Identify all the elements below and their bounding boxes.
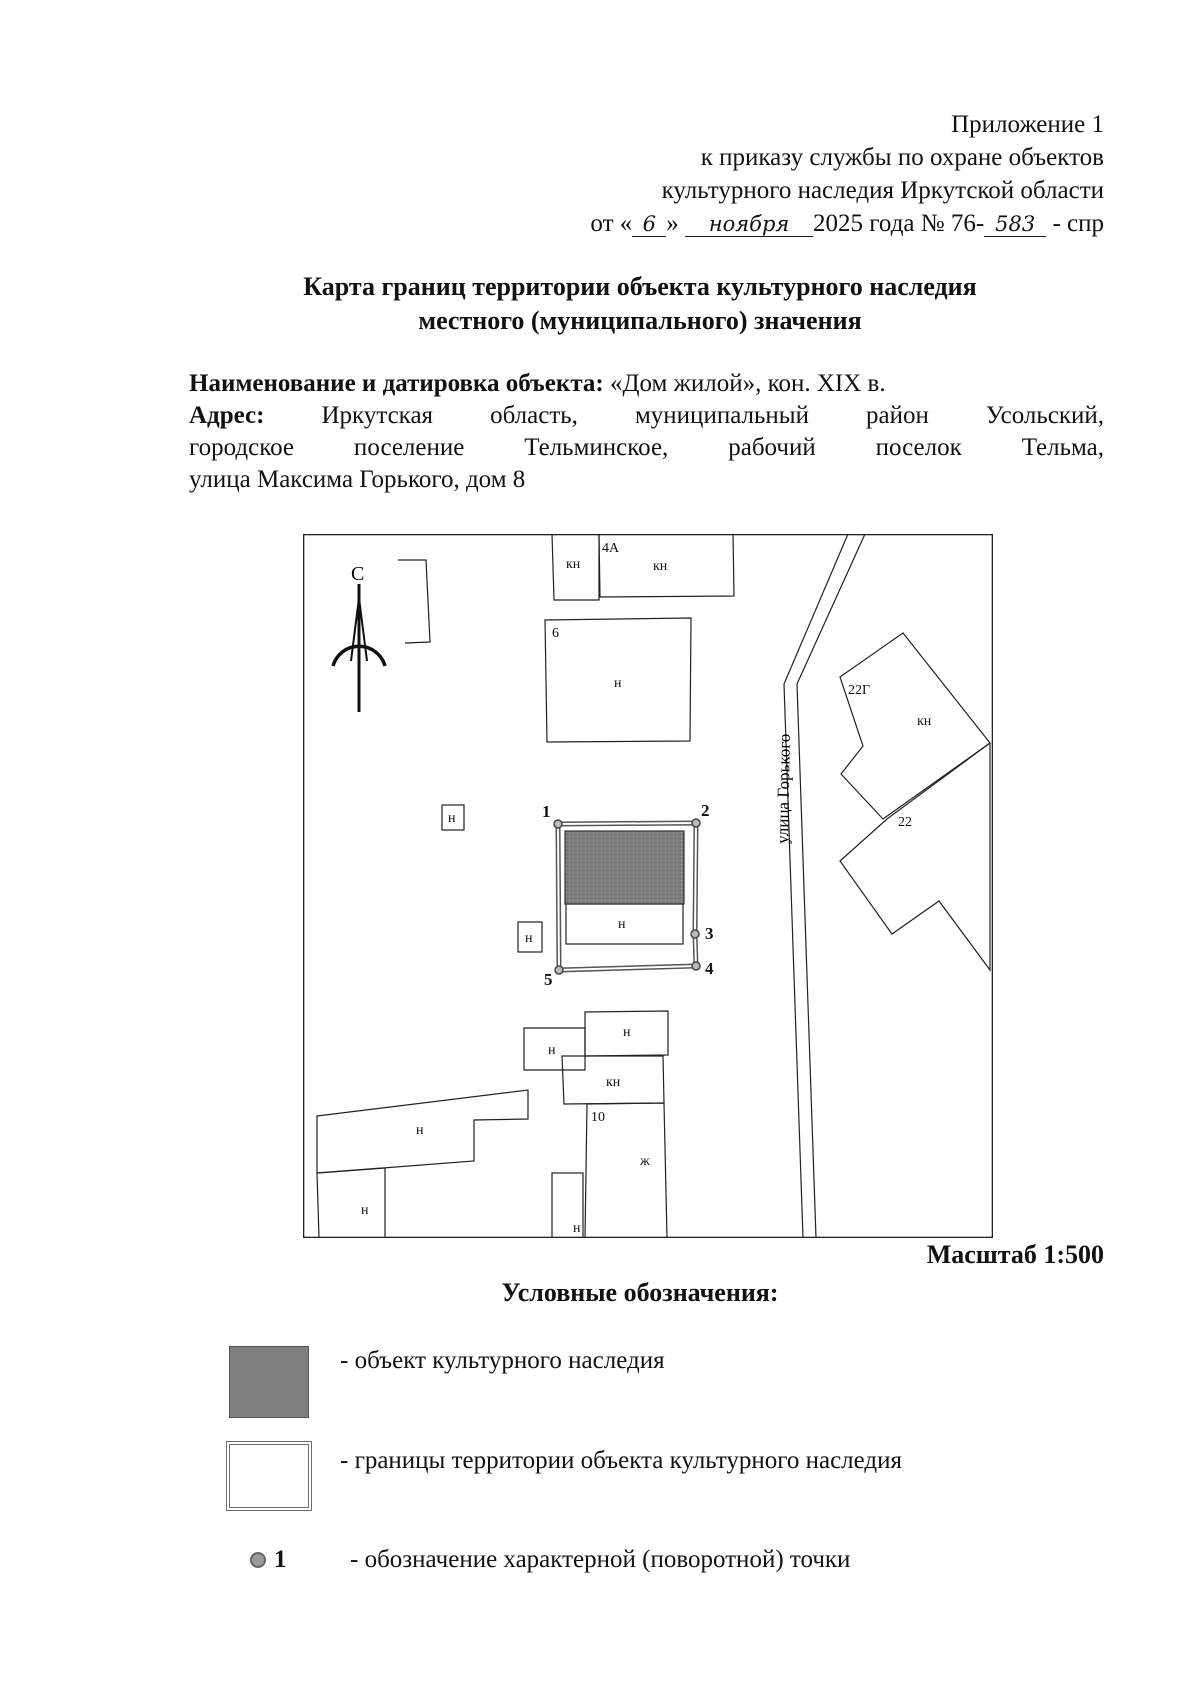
date-prefix: от « — [590, 210, 633, 237]
point-label-5: 5 — [544, 970, 553, 989]
label-10: 10 — [591, 1110, 605, 1125]
street-label: улица Горького — [773, 733, 794, 845]
address-line-3: улица Максима Горького, дом 8 — [189, 466, 526, 493]
appendix-date-line — [590, 207, 1104, 240]
label-n-bigleft: н — [416, 1123, 424, 1138]
legend-title: Условные обозначения: — [501, 1278, 779, 1307]
turning-point-5 — [555, 966, 563, 974]
building-22 — [840, 743, 990, 970]
label-n-small2: н — [525, 931, 533, 946]
building-22g — [840, 633, 990, 819]
object-name-row — [189, 368, 1104, 400]
legend-item-point: - обозначение характерной (поворотной) точки — [350, 1546, 851, 1573]
date-year: 2025 года № 76- — [813, 210, 985, 237]
label-n-south1: н — [548, 1043, 556, 1058]
cadastral-map — [303, 534, 993, 1238]
north-label: С — [351, 563, 365, 585]
label-n-bottom-left: н — [361, 1203, 369, 1218]
north-arrow — [333, 584, 385, 712]
turning-point-4 — [692, 962, 700, 970]
legend-point-number: 1 — [274, 1546, 287, 1573]
label-kn-22g: кн — [917, 714, 932, 729]
label-n-object: н — [618, 917, 626, 932]
point-label-4: 4 — [705, 959, 714, 978]
turning-point-3 — [691, 930, 699, 938]
label-22: 22 — [898, 815, 912, 830]
address-label: Адрес: — [189, 402, 265, 429]
legend-swatch-heritage — [229, 1346, 309, 1418]
point-label-2: 2 — [701, 801, 710, 820]
point-label-3: 3 — [705, 924, 714, 943]
document-title — [140, 270, 1140, 338]
label-kn-left: кн — [566, 557, 581, 572]
label-n-bottom-mid: н — [573, 1221, 581, 1236]
object-name-value: «Дом жилой», кон. XIX в. — [609, 370, 886, 397]
order-number: 583 — [984, 212, 1046, 237]
appendix-line-2: к приказу службы по охране объектов — [700, 144, 1104, 171]
label-kn-4a: кн — [653, 559, 668, 574]
address-row-1 — [189, 400, 1104, 432]
legend-item-boundary: - границы территории объекта культурного наследия — [340, 1447, 903, 1474]
heritage-object — [565, 831, 684, 904]
map-scale: Масштаб 1:500 — [926, 1240, 1104, 1269]
label-6: 6 — [552, 626, 559, 641]
appendix-header — [590, 108, 1104, 240]
label-kn-south: кн — [606, 1075, 621, 1090]
label-22g: 22Г — [848, 683, 871, 698]
label-n-south2: н — [623, 1025, 631, 1040]
point-label-1: 1 — [542, 802, 551, 821]
legend-swatch-boundary — [226, 1441, 312, 1511]
object-info — [189, 368, 1104, 496]
street-line-left — [784, 534, 848, 1238]
fence-line — [398, 560, 430, 643]
title-line-1: Карта границ территории объекта культурного наследия — [303, 272, 977, 301]
turning-point-2 — [692, 819, 700, 827]
label-4a: 4А — [602, 541, 620, 556]
label-n-6: н — [614, 676, 622, 691]
title-line-2: местного (муниципального) значения — [418, 306, 862, 335]
legend-point-dot-icon — [250, 1552, 266, 1568]
address-line-2: городское поселение Тельминское, рабочий поселок Тельма, — [189, 434, 1104, 461]
label-n-small1: н — [448, 811, 456, 826]
building-bottom-left — [317, 1168, 385, 1238]
legend-point-sample — [250, 1546, 287, 1574]
object-name-label: Наименование и датировка объекта: — [189, 370, 604, 397]
turning-point-1 — [554, 820, 562, 828]
legend-item-heritage: - объект культурного наследия — [340, 1347, 665, 1374]
street-line-right — [797, 534, 865, 1238]
appendix-line-3: культурного наследия Иркутской области — [661, 177, 1104, 204]
appendix-line-1: Приложение 1 — [951, 111, 1104, 138]
date-day: 6 — [632, 212, 666, 237]
address-line-1: Иркутская область, муниципальный район Усольский, — [321, 402, 1104, 429]
date-month: ноября — [685, 212, 813, 237]
order-suffix: - спр — [1052, 210, 1104, 237]
label-zh: ж — [640, 1154, 650, 1169]
date-mid: » — [666, 210, 679, 237]
